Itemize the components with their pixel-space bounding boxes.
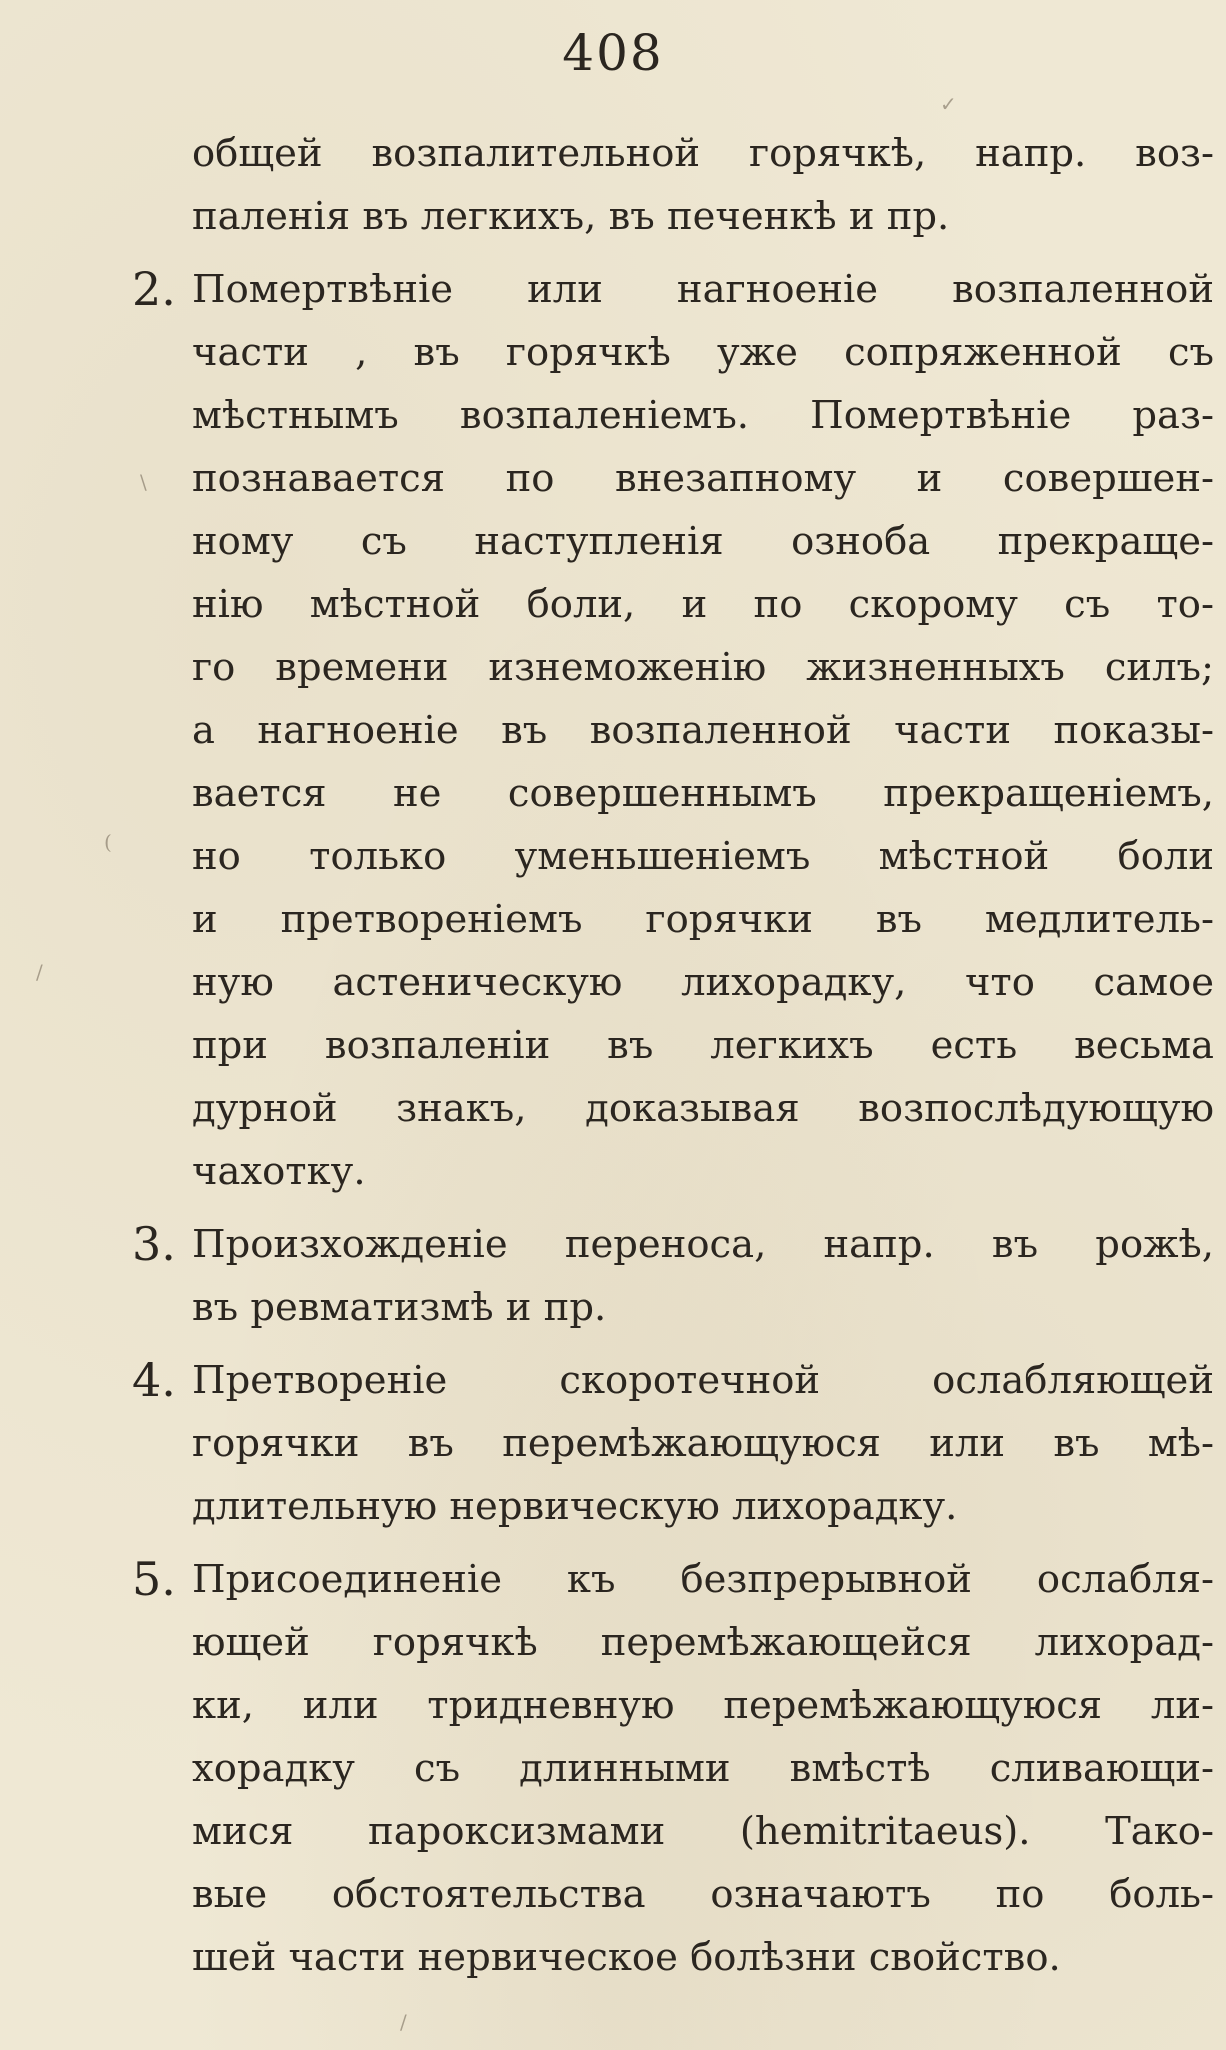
item-number: 4. (132, 1353, 176, 1407)
text-line: хорадку съ длинными вмѣстѣ сливающи- (192, 1746, 1214, 1791)
text-line: Произхожденіе переноса, напр. въ рожѣ, (192, 1222, 1214, 1267)
text-line: и претвореніемъ горячки въ медлитель- (192, 897, 1214, 942)
text-line: Помертвѣніе или нагноеніе возпаленной (192, 267, 1214, 312)
text-body (132, 122, 1214, 1989)
text-line: общей возпалительной горячкѣ, напр. воз- (192, 131, 1214, 176)
list-item-3 (132, 1213, 1214, 1339)
text-line: нію мѣстной боли, и по скорому съ то- (192, 582, 1214, 627)
text-line: паленія въ легкихъ, въ печенкѣ и пр. (192, 194, 950, 239)
text-line: ному съ наступленія озноба прекраще- (192, 519, 1214, 564)
list-item-5 (132, 1548, 1214, 1989)
text-line: шей части нервическое болѣзни свойство. (192, 1935, 1061, 1980)
paper-speck: / (400, 2010, 407, 2034)
text-line: мѣстнымъ возпаленіемъ. Помертвѣніе раз- (192, 393, 1214, 438)
text-line: но только уменьшеніемъ мѣстной боли (192, 834, 1214, 879)
text-line: познавается по внезапному и совершен- (192, 456, 1214, 501)
text-line: ющей горячкѣ перемѣжающейся лихорад- (192, 1620, 1214, 1665)
list-item-4 (132, 1349, 1214, 1538)
item-number: 3. (132, 1217, 176, 1271)
text-line: горячки въ перемѣжающуюся или въ мѣ- (192, 1421, 1214, 1466)
text-line: ную астеническую лихорадку, что самое (192, 960, 1214, 1005)
page-number: 408 (562, 24, 664, 82)
text-line: ки, или тридневную перемѣжающуюся ли- (192, 1683, 1214, 1728)
list-item-2 (132, 258, 1214, 1203)
text-line: чахотку. (192, 1149, 366, 1194)
paper-speck: \ (140, 470, 147, 494)
text-line: а нагноеніе въ возпаленной части показы- (192, 708, 1214, 753)
intro-paragraph (192, 122, 1214, 248)
text-line: мися пароксизмами (hemitritaeus). Тако- (192, 1809, 1214, 1854)
paper-speck: ✓ (940, 92, 957, 116)
item-number: 5. (132, 1552, 176, 1606)
item-number: 2. (132, 262, 176, 316)
text-line: го времени изнеможенію жизненныхъ силъ; (192, 645, 1214, 690)
paper-speck: / (36, 960, 43, 984)
text-line: части , въ горячкѣ уже сопряженной съ (192, 330, 1214, 375)
text-line: Присоединеніе къ безпрерывной ослабля- (192, 1557, 1214, 1602)
paper-speck: ( (104, 830, 112, 854)
text-line: вается не совершеннымъ прекращеніемъ, (192, 771, 1214, 816)
text-line: при возпаленіи въ легкихъ есть весьма (192, 1023, 1214, 1068)
text-line: дурной знакъ, доказывая возпослѣдующую (192, 1086, 1214, 1131)
text-line: въ ревматизмѣ и пр. (192, 1285, 607, 1330)
text-line: вые обстоятельства означаютъ по боль- (192, 1872, 1214, 1917)
text-line: Претвореніе скоротечной ослабляющей (192, 1358, 1214, 1403)
text-line: длительную нервическую лихорадку. (192, 1484, 958, 1529)
